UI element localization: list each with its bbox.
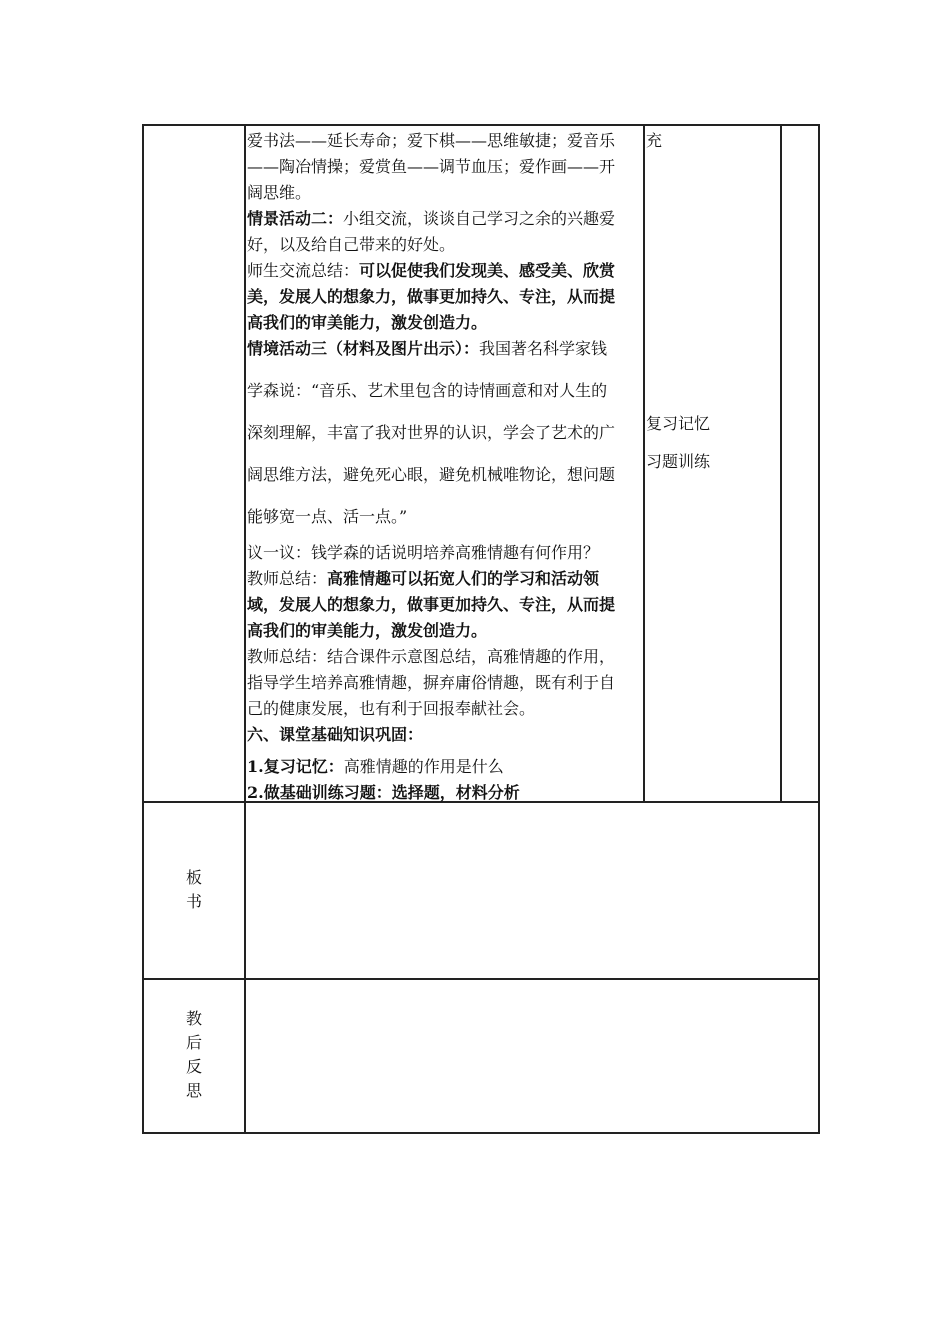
bold-text: 高我们的审美能力，激发创造力。	[247, 313, 488, 332]
text-line	[247, 618, 487, 641]
column-divider-3	[780, 124, 782, 802]
bold-text: 高雅情趣可以拓宽人们的学习和活动领	[327, 569, 600, 588]
board-char: 板	[185, 868, 202, 887]
text-line	[247, 540, 599, 563]
text-line	[247, 722, 423, 745]
bold-text: 高我们的审美能力，激发创造力。	[247, 621, 488, 640]
plain-text: 学森说：“音乐、艺术里包含的诗情画意和对人生的	[247, 381, 608, 400]
reflection-char: 思	[185, 1081, 202, 1100]
text-line	[247, 644, 615, 667]
text-line	[247, 462, 615, 485]
text-line	[247, 232, 455, 255]
text-line	[247, 754, 504, 777]
reflection-char: 教	[185, 1009, 202, 1028]
text-line	[247, 670, 615, 693]
plain-text: 爱书法——延长寿命；爱下棋——思维敏捷；爱音乐	[247, 131, 616, 150]
bold-text: 2.做基础训练习题：选择题，材料分析	[247, 783, 520, 802]
bold-text: 六、课堂基础知识巩固：	[247, 725, 424, 744]
text-line	[247, 378, 607, 401]
reflection-label	[182, 1007, 206, 1103]
text-line	[247, 180, 311, 203]
bold-text: 情境活动三（材料及图片出示）：	[247, 339, 480, 358]
text-line	[247, 504, 407, 527]
plain-text: 己的健康发展，也有利于回报奉献社会。	[247, 699, 536, 718]
board-label	[182, 866, 206, 914]
text-line	[247, 420, 615, 443]
bold-text: 可以促使我们发现美、感受美、欣赏	[359, 261, 616, 280]
reflection-char: 反	[185, 1057, 202, 1076]
text-line	[247, 284, 615, 307]
text-line	[247, 154, 615, 177]
row-divider-2	[142, 978, 820, 980]
plain-text: 教师总结：结合课件示意图总结，高雅情趣的作用，	[247, 647, 616, 666]
column-divider-1	[244, 124, 246, 1134]
plain-text: 指导学生培养高雅情趣，摒弃庸俗情趣，既有利于自	[247, 673, 616, 692]
text-line	[247, 206, 615, 229]
text-line	[247, 258, 615, 281]
text-line	[247, 696, 535, 719]
plain-text: 议一议：钱学森的话说明培养高雅情趣有何作用？	[247, 543, 600, 562]
plain-text: 教师总结：	[247, 569, 328, 588]
bold-text: 情景活动二：	[247, 209, 344, 228]
bold-text: 美，发展人的想象力，做事更加持久、专注，从而提	[247, 287, 616, 306]
bold-text: 域，发展人的想象力，做事更加持久、专注，从而提	[247, 595, 616, 614]
column-divider-2	[643, 124, 645, 802]
text-line	[247, 128, 615, 151]
plain-text: 能够宽一点、活一点。”	[247, 507, 408, 526]
reflection-char: 后	[185, 1033, 202, 1052]
plain-text: 我国著名科学家钱	[479, 339, 608, 358]
text-line	[247, 310, 487, 333]
side-note-review: 复习记忆	[646, 414, 711, 433]
text-line	[247, 336, 607, 359]
text-line	[247, 780, 520, 803]
plain-text: ——陶冶情操；爱赏鱼——调节血压；爱作画——开	[247, 157, 616, 176]
plain-text: 阔思维方法，避免死心眼，避免机械唯物论，想问题	[247, 465, 616, 484]
plain-text: 高雅情趣的作用是什么	[343, 757, 504, 776]
plain-text: 师生交流总结：	[247, 261, 360, 280]
plain-text: 阔思维。	[247, 183, 312, 202]
plain-text: 好，以及给自己带来的好处。	[247, 235, 456, 254]
plain-text: 深刻理解，丰富了我对世界的认识，学会了艺术的广	[247, 423, 616, 442]
board-char: 书	[185, 892, 202, 911]
text-line	[247, 592, 615, 615]
side-note-exercise: 习题训练	[646, 452, 711, 471]
plain-text: 小组交流，谈谈自己学习之余的兴趣爱	[343, 209, 616, 228]
side-note-continued: 充	[646, 131, 663, 150]
text-line	[247, 566, 599, 589]
bold-text: 1.复习记忆：	[247, 757, 344, 776]
